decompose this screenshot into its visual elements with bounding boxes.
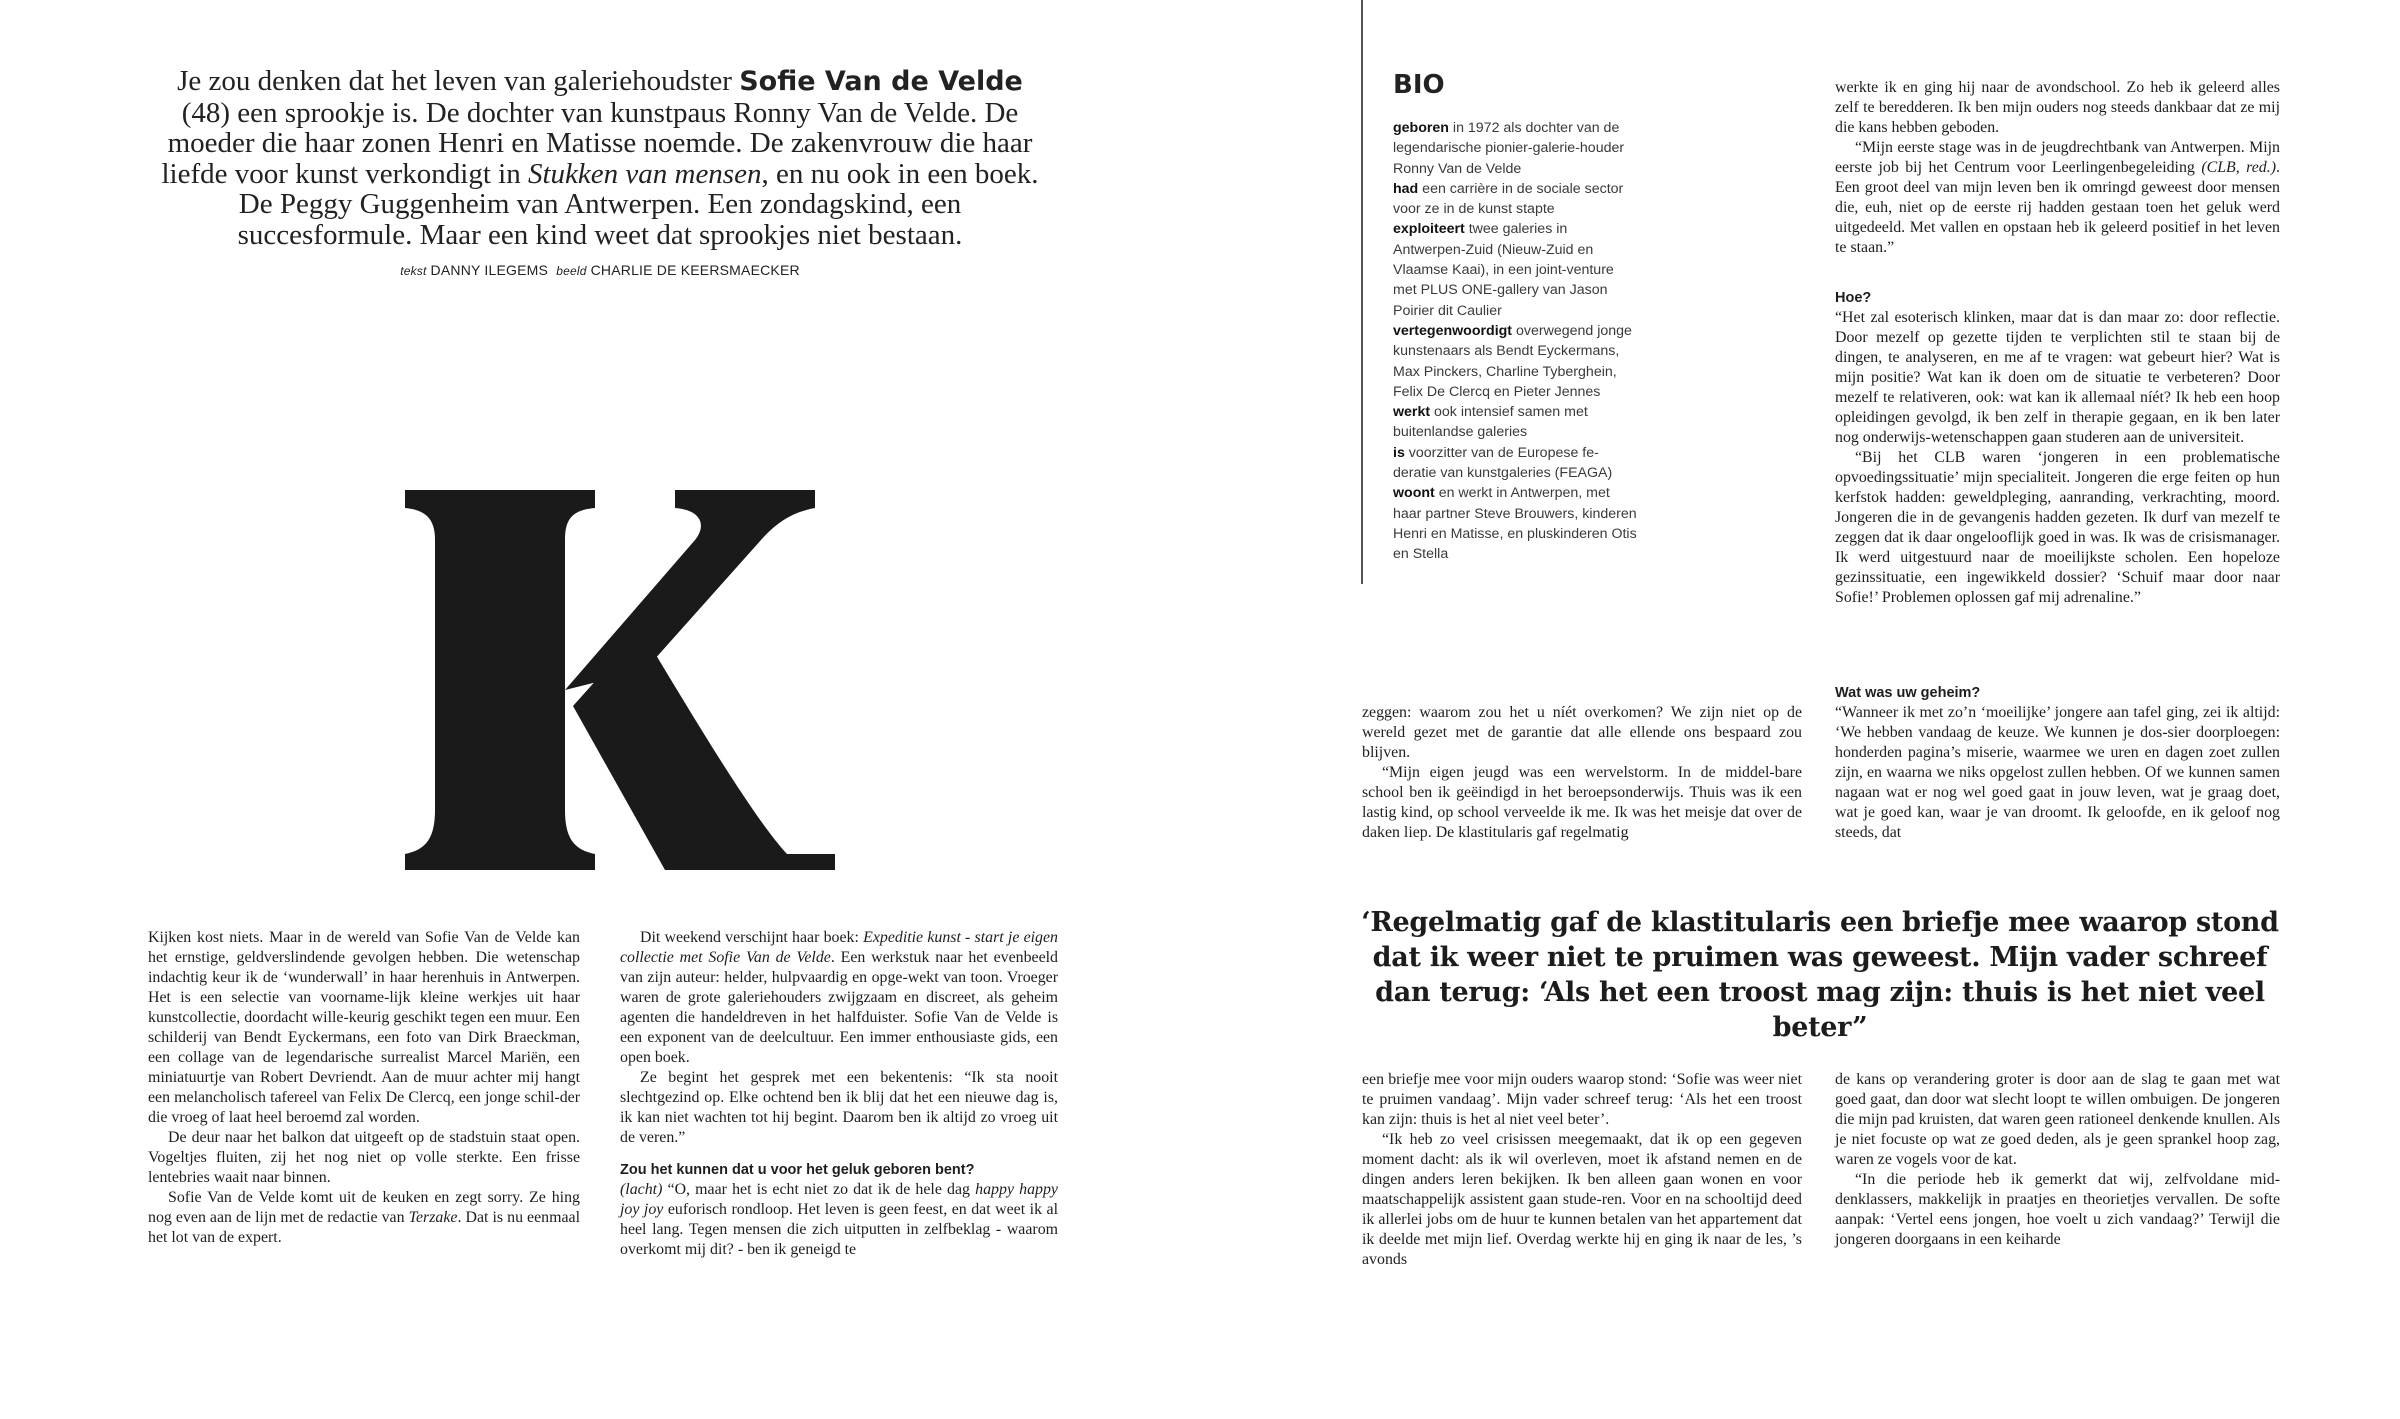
credit-text-label: tekst: [400, 264, 427, 278]
paragraph: Sofie Van de Velde komt uit de keuken en zegt sorry. Ze hing nog even aan de lijn met de redactie van Terzake. Dat is nu eenmaal het lot van de expert.: [148, 1189, 580, 1246]
bio-item-text: overwegend jonge kunstenaars als Bendt Eyckermans, Max Pinckers, Charline Tyberghein, Felix De Clercq en Pieter Jennes: [1393, 322, 1632, 400]
paragraph: zeggen: waarom zou het u níét overkomen? We zijn niet op de wereld gezet met de garantie dat alle ellende ons bespaard zou blijven.: [1362, 704, 1802, 761]
bio-item: [1393, 219, 1638, 320]
bio-item-key: is: [1393, 444, 1405, 461]
credits-line: [150, 262, 1050, 278]
paragraph: een briefje mee voor mijn ouders waarop stond: ‘Sofie was weer niet te pruimen vandaag’. Mijn vader schreef terug: ‘Als het een troost kan zijn: thuis is het al niet veel beter’.: [1362, 1071, 1802, 1128]
bio-item: [1393, 179, 1638, 220]
pull-quote: ‘Regelmatig gaf de klastitularis een briefje mee waarop stond dat ik weer niet te pruimen was geweest. Mijn vader schreef dan terug: ‘Als het een troost mag zijn: thuis is het niet veel beter”: [1361, 907, 2279, 1043]
bio-item: [1393, 443, 1638, 484]
dropcap-letter: [395, 470, 855, 890]
bio-divider: [1361, 0, 1363, 584]
bio-item-text: twee galeries in Antwerpen-Zuid (Nieuw-Zuid en Vlaamse Kaai), in een joint-venture met PLUS ONE-gallery van Jason Poirier dit Caulier: [1393, 221, 1614, 319]
interview-question: Zou het kunnen dat u voor het geluk geboren bent?: [620, 1162, 975, 1178]
bio-item-key: woont: [1393, 485, 1435, 502]
paragraph: De deur naar het balkon dat uitgeeft op de stadstuin staat open. Vogeltjes fluiten, zij het nog niet op volle sterkte. Een frisse lentebries waait naar binnen.: [148, 1129, 580, 1186]
paragraph: de kans op verandering groter is door aan de slag te gaan met wat goed gaat, dan door wat slecht loopt te willen ombuigen. De jongeren die mijn pad kruisten, dat waren geen rationeel denkende knullen. Als je niet focuste op wat ze goed deden, als je geen sprankel hoop zag, waren ze vogels voor de kat.: [1835, 1071, 2280, 1168]
body-column-1: [148, 928, 580, 1248]
body-column-6: [1362, 1070, 1802, 1270]
bio-item-text: voorzitter van de Europese fe-deratie van kunstgaleries (FEAGA): [1393, 444, 1613, 482]
bio-item-text: ook intensief samen met buitenlandse galeries: [1393, 404, 1588, 441]
intro-text-2: (48) een sprookje is. De dochter van kunstpaus Ronny Van de Velde. De moeder die haar zonen Henri en Matisse noemde. De zakenvrouw die haar liefde voor kunst verkondigt in: [161, 96, 1033, 190]
bio-item-text: en werkt in Antwerpen, met haar partner Steve Brouwers, kinderen Henri en Matisse, en pluskinderen Otis en Stella: [1393, 485, 1637, 563]
body-column-2: [620, 928, 1058, 1260]
paragraph: Ze begint het gesprek met een bekentenis: “Ik sta nooit slechtgezind op. Elke ochtend ben ik blij dat het een nieuwe dag is, ik kan niet wachten tot hij begint. Daarom ben ik altijd zo vroeg uit de veren.”: [620, 1069, 1058, 1146]
paragraph: “Mijn eerste stage was in de jeugdrechtbank van Antwerpen. Mijn eerste job bij het Centrum voor Leerlingenbegeleiding (CLB, red.). Een groot deel van mijn leven ben ik omringd geweest door mensen die, euh, niet op de eerste rij hadden gestaan toen het geluk werd uitgedeeld. Met vallen en opstaan heb ik geleerd positief in het leven te staan.”: [1835, 139, 2280, 256]
bio-item: [1393, 118, 1638, 179]
credit-image-author: CHARLIE DE KEERSMAECKER: [590, 262, 800, 278]
bio-item: [1393, 321, 1638, 402]
paragraph: “Het zal esoterisch klinken, maar dat is dan maar zo: door reflectie. Door mezelf op gezette tijden te verplichten stil te staan bij de dingen, te analyseren, en me af te vragen: wat gebeurt hier? Wat is mijn positie? Wat kan ik doen om de situatie te verbeteren? Door mezelf te relativeren, ook: wat kan ik allemaal níét? Ik heb een hoop opleidingen gevolgd, ik ben zelf in therapie gegaan, en ik ben later nog onderwijs-wetenschappen gaan studeren aan de universiteit.: [1835, 309, 2280, 446]
paragraph: “Mijn eigen jeugd was een wervelstorm. In de middel-bare school ben ik geëindigd in het beroepsonderwijs. Thuis was ik een lastig kind, op school verveelde ik me. Ik was het meisje dat over de daken liep. De klastitularis gaf regelmatig: [1362, 764, 1802, 841]
paragraph: “Ik heb zo veel crisissen meegemaakt, dat ik op een gegeven moment dacht: als ik wil overleven, moet ik afstand nemen en de dingen anders leren bekijken. Ik ben alleen gaan wonen en voor maatschappelijk assistent gaan stude-ren. Voor en na schooltijd deed ik allerlei jobs om de huur te kunnen betalen van het appartement dat ik deelde met mijn lief. Overdag werkte hij en ging ik naar de les, ’s avonds: [1362, 1131, 1802, 1268]
dropcap-leg: [573, 630, 835, 870]
body-column-5: [1835, 683, 2280, 843]
paragraph: (lacht) “O, maar het is echt niet zo dat ik de hele dag happy happy joy joy euforisch rondloop. Het leven is geen feest, en dat weet ik al heel lang. Tegen mensen die zich uitputten in zelfbeklag - waarom overkomt mij dit? - ben ik geneigd te: [620, 1181, 1058, 1258]
body-column-7: [1835, 1070, 2280, 1250]
body-column-4: [1362, 703, 1802, 843]
body-column-3: [1835, 78, 2280, 608]
bio-list: [1393, 118, 1638, 565]
bio-item-text: een carrière in de sociale sector voor ze in de kunst stapte: [1393, 180, 1624, 218]
dropcap-arm: [565, 490, 815, 690]
paragraph: werkte ik en ging hij naar de avondschool. Zo heb ik geleerd alles zelf te beredderen. Ik ben mijn ouders nog steeds dankbaar dat ze mij die kans hebben geboden.: [1835, 79, 2280, 136]
credit-image-label: beeld: [556, 264, 587, 278]
paragraph: “In die periode heb ik gemerkt dat wij, zelfvoldane mid-denklassers, makkelijk in praatjes en theorietjes vervallen. De softe aanpak: ‘Vertel eens jongen, hoe voelt u zich vandaag?’ Terwijl die jongeren doorgaans in een keiharde: [1835, 1171, 2280, 1248]
bio-item: [1393, 402, 1638, 443]
bio-item-key: had: [1393, 180, 1419, 197]
paragraph: Dit weekend verschijnt haar boek: Expeditie kunst - start je eigen collectie met Sofie Van de Velde. Een werkstuk naar het evenbeeld van zijn auteur: helder, hulpvaardig en opge-wekt van toon. Vroeger waren de grote galeriehouders zwijgzaam en discreet, als geheim agenten die handeldreven in het halfduister. Sofie Van de Velde is een exponent van de deelcultuur. Een immer enthousiaste gids, een open boek.: [620, 929, 1058, 1066]
bio-item-key: vertegenwoordigt: [1393, 322, 1513, 339]
interview-question: Wat was uw geheim?: [1835, 685, 1981, 701]
credit-text-author: DANNY ILEGEMS: [430, 262, 549, 278]
intro-paragraph: [150, 66, 1050, 250]
bio-item-key: exploiteert: [1393, 221, 1465, 238]
interview-question: Hoe?: [1835, 290, 1872, 306]
paragraph: “Wanneer ik met zo’n ‘moeilijke’ jongere aan tafel ging, zei ik altijd: ‘We hebben vandaag de keuze. We kunnen je dos-sier doorploegen: honderden pagina’s miserie, waarmee we uren en dagen zoet zullen zijn, en waarna we niks opgelost zullen hebben. Of we kunnen samen nagaan wat er nog wel goed gaat in jouw leven, wat je graag doet, wat je goed kan, waar je van droomt. Ik geloofde, en ik geloof nog steeds, dat: [1835, 704, 2280, 841]
paragraph: Kijken kost niets. Maar in de wereld van Sofie Van de Velde kan het ernstige, geldverslindende gevolgen hebben. Die wetenschap indachtig keur ik de ‘wunderwall’ in haar herenhuis in Antwerpen. Het is een selectie van voorname-lijk kleine werkjes uit haar kunstcollectie, doordacht wille-keurig geschikt tegen een muur. Een schilderij van Bendt Eyckermans, een foto van Dirk Braeckman, een collage van de legendarische surrealist Marcel Mariën, een miniatuurtje van Robert Devriendt. Aan de muur achter mij hangt een melancholisch tafereel van Felix De Clercq, een jonge schil-der die vroeg of laat heel beroemd zal worden.: [148, 929, 580, 1126]
intro-text-3: , en nu ook in een boek. De Peggy Guggenheim van Antwerpen. Een zondagskind, een succesformule. Maar een kind weet dat sprookjes niet bestaan.: [237, 157, 1039, 251]
subject-name: Sofie Van de Velde: [739, 66, 1023, 97]
tv-program-title: Stukken van mensen: [527, 157, 762, 190]
paragraph: “Bij het CLB waren ‘jongeren in een problematische opvoedingssituatie’ mijn specialiteit. Jongeren die erge feiten op hun kerfstok hadden: geweldpleging, aanranding, verkrachting, moord. Jongeren die in de gevangenis hadden gezeten. Ik durf van mezelf te zeggen dat ik daar ongelooflijk goed in was. Ik was de crisismanager. Ik werd uitgestuurd naar de moeilijkste scholen. Een hopeloze gezinssituatie, een ingewikkeld dossier? ‘Schuif maar door naar Sofie!’ Problemen oplossen gaf mij adrenaline.”: [1835, 449, 2280, 606]
bio-heading: BIO: [1393, 70, 1445, 100]
bio-item-text: in 1972 als dochter van de legendarische pionier-galerie-houder Ronny Van de Velde: [1393, 120, 1625, 177]
bio-item: [1393, 483, 1638, 564]
bio-item-key: geboren: [1393, 120, 1449, 136]
dropcap-stem: [405, 490, 595, 870]
intro-text-1: Je zou denken dat het leven van galeriehoudster: [177, 65, 740, 97]
bio-item-key: werkt: [1393, 404, 1431, 421]
